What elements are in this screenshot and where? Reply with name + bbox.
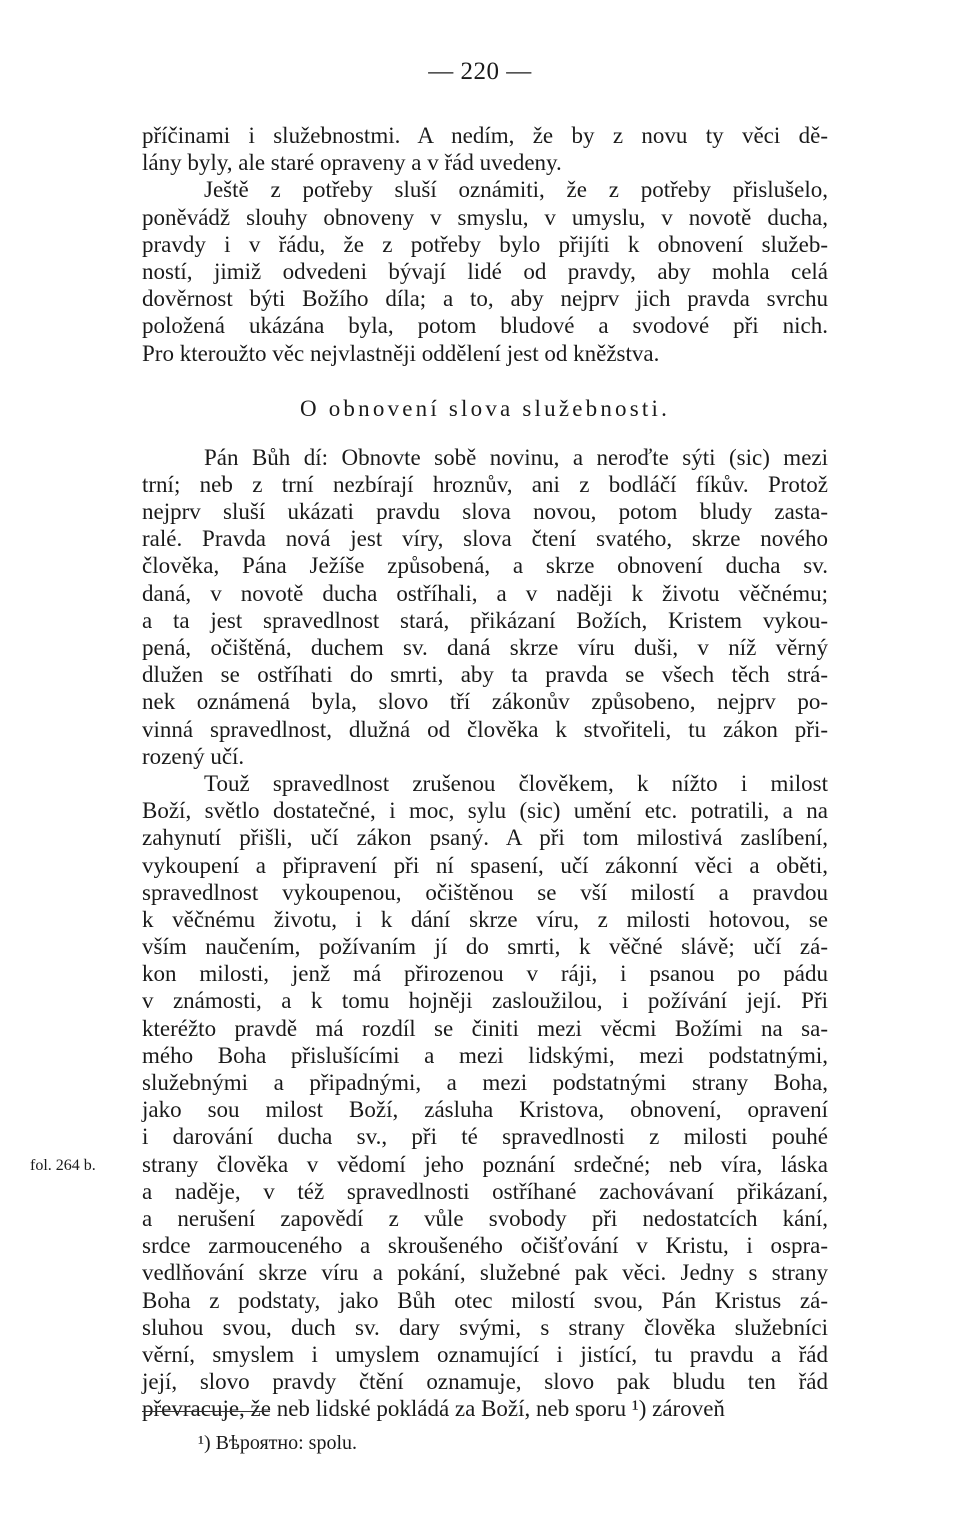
text-line: sluhou svou, duch sv. dary svými, s strany člověka služebníci [142, 1314, 828, 1340]
text-line: vinná spravedlnost, dlužná od člověka k stvořiteli, tu zákon při- [142, 716, 828, 742]
text-line: srdce zarmouceného a skroušeného očišťování v Kristu, i ospra- [142, 1233, 828, 1259]
text-line: Touž spravedlnost zrušenou člověkem, k nížto i milost [204, 770, 828, 796]
footnote: ¹) Вѣроятно: spolu. [198, 1432, 358, 1454]
text-line: člověka, Pána Ježíše způsobená, a skrze obnovení ducha sv. [142, 553, 828, 579]
text-line: ralé. Pravda nová jest víry, slova čtení svatého, skrze nového [142, 526, 828, 552]
text-line: pená, očištěná, duchem sv. daná skrze víru duši, v níž věrný [142, 635, 828, 660]
text-line: mého Boha přislušícími a mezi lidskými, mezi podstatnými, [142, 1042, 828, 1068]
text-line: spravedlnost vykoupenou, očištěnou se vší milostí a pravdou [142, 879, 828, 905]
text-line: nek oznámená byla, slovo tří zákonův způsobeno, nejprv po- [142, 689, 828, 715]
margin-note-folio: fol. 264 b. [30, 1157, 96, 1174]
text-line: strany člověka v vědomí jeho poznání srdečné; neb víra, láska [142, 1151, 828, 1177]
text-line: Boží, světlo dostatečné, i moc, sylu (sic) umění etc. potratili, a na [142, 798, 828, 824]
text-line: poněvádž slouhy obnoveny v smyslu, v umyslu, v novotě ducha, [142, 204, 828, 230]
text-line: dlužen se ostříhati do smrti, aby ta pravda se všech těch strá- [142, 662, 828, 688]
text-line: dověrnost býti Božího díla; a to, aby nejprv jich pravda svrchu [142, 286, 828, 312]
text-line: i darování ducha sv., při té spravedlnosti z milosti pouhé [142, 1124, 828, 1150]
text-line: věrní, smyslem i umyslem oznamující i jistící, tu pravdu a řád [142, 1341, 828, 1367]
text-line: ností, jimiž odvedeni bývají lidé od pravdy, aby mohla celá [142, 258, 828, 284]
text-line: pravdy i v řádu, že z potřeby bylo přijíti k obnovení služeb- [142, 231, 828, 257]
text-line: a ta jest spravedlnost stará, přikázaní Božích, Kristem vykou- [142, 607, 828, 633]
text-line: příčinami i služebnostmi. A nedím, že by z novu ty věci dě- [142, 123, 828, 148]
text-line: trní; neb z trní nezbírají hroznův, ani z bodláčí fíkův. Protož [142, 471, 828, 497]
page-number: — 220 — [428, 58, 532, 85]
text-line: v známosti, a k tomu hojněji zasloužilou, i požívání její. Při [142, 988, 828, 1014]
text-line: zahynutí přišli, učí zákon psaný. A při tom milostivá zaslíbení, [142, 825, 828, 851]
text-line: Pro kteroužto věc nejvlastněji oddělení jest od kněžstva. [142, 340, 660, 366]
text-line: převracuje, že neb lidské pokládá za Boží, neb sporu ¹) zároveň [142, 1396, 725, 1422]
text-line: vším naučením, požívaním jí do smrti, k věčné slávě; učí zá- [142, 934, 828, 960]
paragraph-2 [142, 176, 828, 366]
paragraph-3 [142, 444, 828, 770]
paragraph-4 [142, 770, 828, 1423]
text-line: kon milosti, jenž má přirozenou v ráji, i psanou po pádu [142, 961, 828, 987]
text-line: kteréžto pravdě má rozdíl se činiti mezi věcmi Božími na sa- [142, 1015, 828, 1041]
text-line: vedlňování skrze víru a pokání, služebné pak věci. Jedny s strany [142, 1260, 828, 1286]
text-line: jako sou milost Boží, zásluha Kristova, obnovení, opravení [142, 1097, 828, 1123]
text-line: daná, v novotě ducha ostříhali, a v naději k životu věčnému; [142, 580, 828, 606]
text-line: vykoupení a připravení při ní spasení, učí zákonní věci a oběti, [142, 852, 828, 878]
text-line: nejprv sluší ukázati pravdu slova novou, potom bludy zasta- [142, 499, 828, 525]
text-line: a naděje, v též spravedlnosti ostříhané zachovávaní přikázaní, [142, 1178, 828, 1204]
text-line: položená ukázána byla, potom bludové a svodové při nich. [142, 313, 828, 339]
text-line: Boha z podstaty, jako Bůh otec milostí svou, Pán Kristus zá- [142, 1287, 828, 1313]
section-heading: O obnovení slova služebnosti. [299, 395, 671, 421]
text-line: lány byly, ale staré opraveny a v řád uvedeny. [142, 150, 562, 176]
text-line: Pán Bůh dí: Obnovte sobě novinu, a neroďte sýti (sic) mezi [204, 444, 828, 470]
text-line: k věčnému životu, i k dání skrze víru, z milosti hotovou, se [142, 906, 828, 932]
main-text [142, 122, 828, 1422]
text-line: a nerušení zapovědí z vůle svobody při nedostatcích kání, [142, 1205, 828, 1231]
text-line: její, slovo pravdy čtění oznamuje, slovo pak bludu ten řád [142, 1369, 828, 1395]
text-line: rozený učí. [142, 743, 245, 769]
paragraph-1 [142, 122, 828, 176]
text-line: služebnými a připadnými, a mezi podstatnými strany Boha, [142, 1070, 828, 1095]
footnote-divider [142, 1411, 270, 1412]
text-line: Ještě z potřeby sluší oznámiti, že z potřeby přislušelo, [204, 177, 828, 203]
